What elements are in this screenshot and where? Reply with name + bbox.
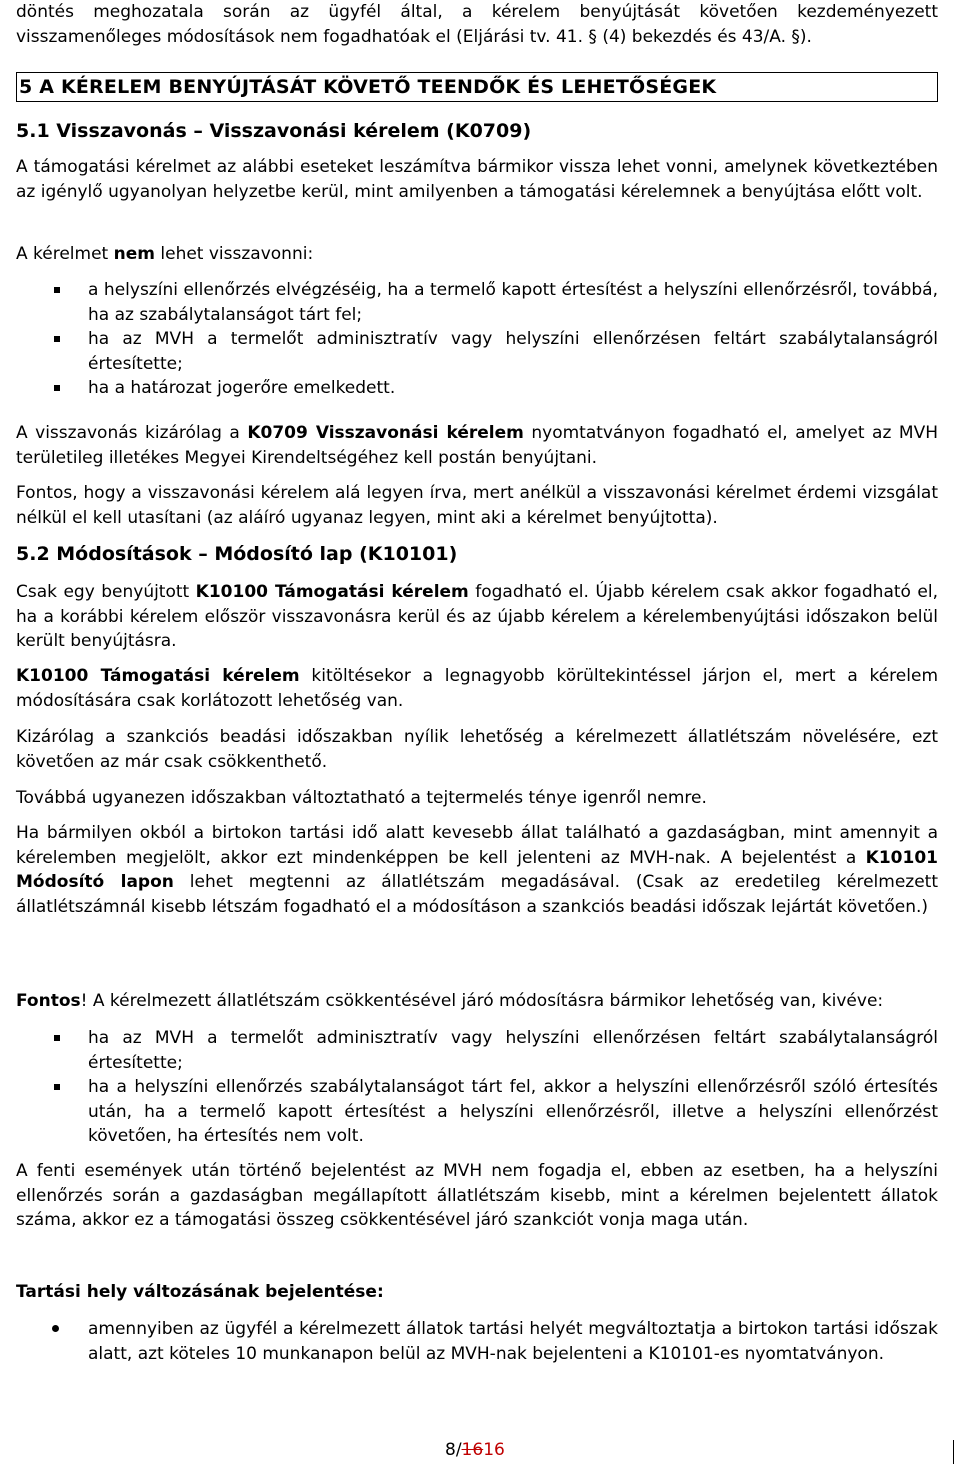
s52-paragraph-5: Ha bármilyen okból a birtokon tartási idő alatt kevesebb állat található a gazdaságban, mint amennyit a kérelemben megjelölt, akkor ezt mindenképpen be kell jelenteni az MVH-nak. A bejelentést a K10101 Módosító lapon lehet megtenni az állatlétszám megadásával. (Csak az eredetileg kérelmezett állatlétszámnál kisebb létszám fogadható el a módosításon a szankciós beadási időszak lejártát követően.) [16,823,938,917]
section-5-2-heading: 5.2 Módosítások – Módosító lap (K10101) [16,543,458,565]
s51-paragraph-4: Fontos, hogy a visszavonási kérelem alá legyen írva, mert anélkül a visszavonási kérelmet érdemi vizsgálat nélkül el kell utasítani (az aláíró ugyanaz legyen, mint aki a kérelmet benyújtotta). [16,483,938,528]
s51-paragraph-2: A kérelmet nem lehet visszavonni: [16,244,314,264]
s51-bullet-list [16,278,938,401]
s52-bullet-list [16,1026,938,1149]
tartasi-bullet-list [16,1317,938,1366]
s52-paragraph-3: Kizárólag a szankciós beadási időszakban nyílik lehetőség a kérelmezett állatlétszám növelésére, ezt követően az már csak csökkenthető. [16,727,938,772]
s51-paragraph-1: A támogatási kérelmet az alábbi eseteket leszámítva bármikor vissza lehet vonni, amelynek következtében az igénylő ugyanolyan helyzetbe kerül, mint amilyenben a támogatási kérelemnek a benyújtása előtt volt. [16,157,938,202]
s52-paragraph-1: Csak egy benyújtott K10100 Támogatási kérelem fogadható el. Újabb kérelem csak akkor fogadható el, ha a korábbi kérelem először visszavonásra kerül és az újabb kérelem a kérelembenyújtási időszakon belül került benyújtásra. [16,582,938,651]
list-item: a helyszíni ellenőrzés elvégzéséig, ha a termelő kapott értesítést a helyszíni ellenőrzésről, továbbá, ha az szabálytalanságot tárt fel; [16,278,938,327]
s51-paragraph-3: A visszavonás kizárólag a K0709 Visszavonási kérelem nyomtatványon fogadható el, amelyet az MVH területileg illetékes Megyei Kirendeltségéhez kell postán benyújtani. [16,423,938,468]
new-page-total: 16 [483,1440,505,1460]
square-bullet-icon [54,1084,60,1090]
section-5-heading: 5 A KÉRELEM BENYÚJTÁSÁT KÖVETŐ TEENDŐK ÉS LEHETŐSÉGEK [16,72,938,102]
square-bullet-icon [54,385,60,391]
change-bar [953,1440,954,1464]
square-bullet-icon [54,1035,60,1041]
page-number: 8/1616 [445,1440,505,1460]
s52-paragraph-7: A fenti események után történő bejelentést az MVH nem fogadja el, ebben az esetben, ha a helyszíni ellenőrzés során a gazdaságban megállapított állatlétszám kisebb, mint a kérelmen bejelentett állatok száma, akkor ez a támogatási összeg csökkentésével járó szankciót vonja maga után. [16,1161,938,1230]
tartasi-heading: Tartási hely változásának bejelentése: [16,1282,384,1302]
list-item: ha a helyszíni ellenőrzés szabálytalanságot tárt fel, akkor a helyszíni ellenőrzésről szóló értesítés után, ha a termelő kapott értesítést a helyszíni ellenőrzésről, illetve a helyszíni ellenőrzést követően, ha értesítés nem volt. [16,1075,938,1149]
square-bullet-icon [54,287,60,293]
s52-paragraph-2: K10100 Támogatási kérelem kitöltésekor a legnagyobb körültekintéssel járjon el, mert a kérelem módosítására csak korlátozott lehetőség van. [16,666,938,711]
s52-paragraph-4: Továbbá ugyanezen időszakban változtatható a tejtermelés ténye igenről nemre. [16,788,707,808]
list-item: ha a határozat jogerőre emelkedett. [16,376,938,401]
list-item: amennyiben az ügyfél a kérelmezett állatok tartási helyét megváltoztatja a birtokon tartási időszak alatt, azt köteles 10 munkanapon belül az MVH-nak bejelenteni a K10101-es nyomtatványon. [16,1317,938,1366]
s52-paragraph-6: Fontos! A kérelmezett állatlétszám csökkentésével járó módosításra bármikor lehetőség van, kivéve: [16,991,884,1011]
intro-paragraph: döntés meghozatala során az ügyfél által, a kérelem benyújtását követően kezdeményezett visszamenőleges módosítások nem fogadhatóak el (Eljárási tv. 41. § (4) bekezdés és 43/A. §). [16,2,938,47]
square-bullet-icon [54,336,60,342]
round-bullet-icon [52,1325,59,1332]
list-item: ha az MVH a termelőt adminisztratív vagy helyszíni ellenőrzésen feltárt szabálytalanságról értesítette; [16,1026,938,1075]
section-5-1-heading: 5.1 Visszavonás – Visszavonási kérelem (K0709) [16,120,532,142]
list-item: ha az MVH a termelőt adminisztratív vagy helyszíni ellenőrzésen feltárt szabálytalanságról értesítette; [16,327,938,376]
old-page-total: 16 [461,1440,484,1460]
